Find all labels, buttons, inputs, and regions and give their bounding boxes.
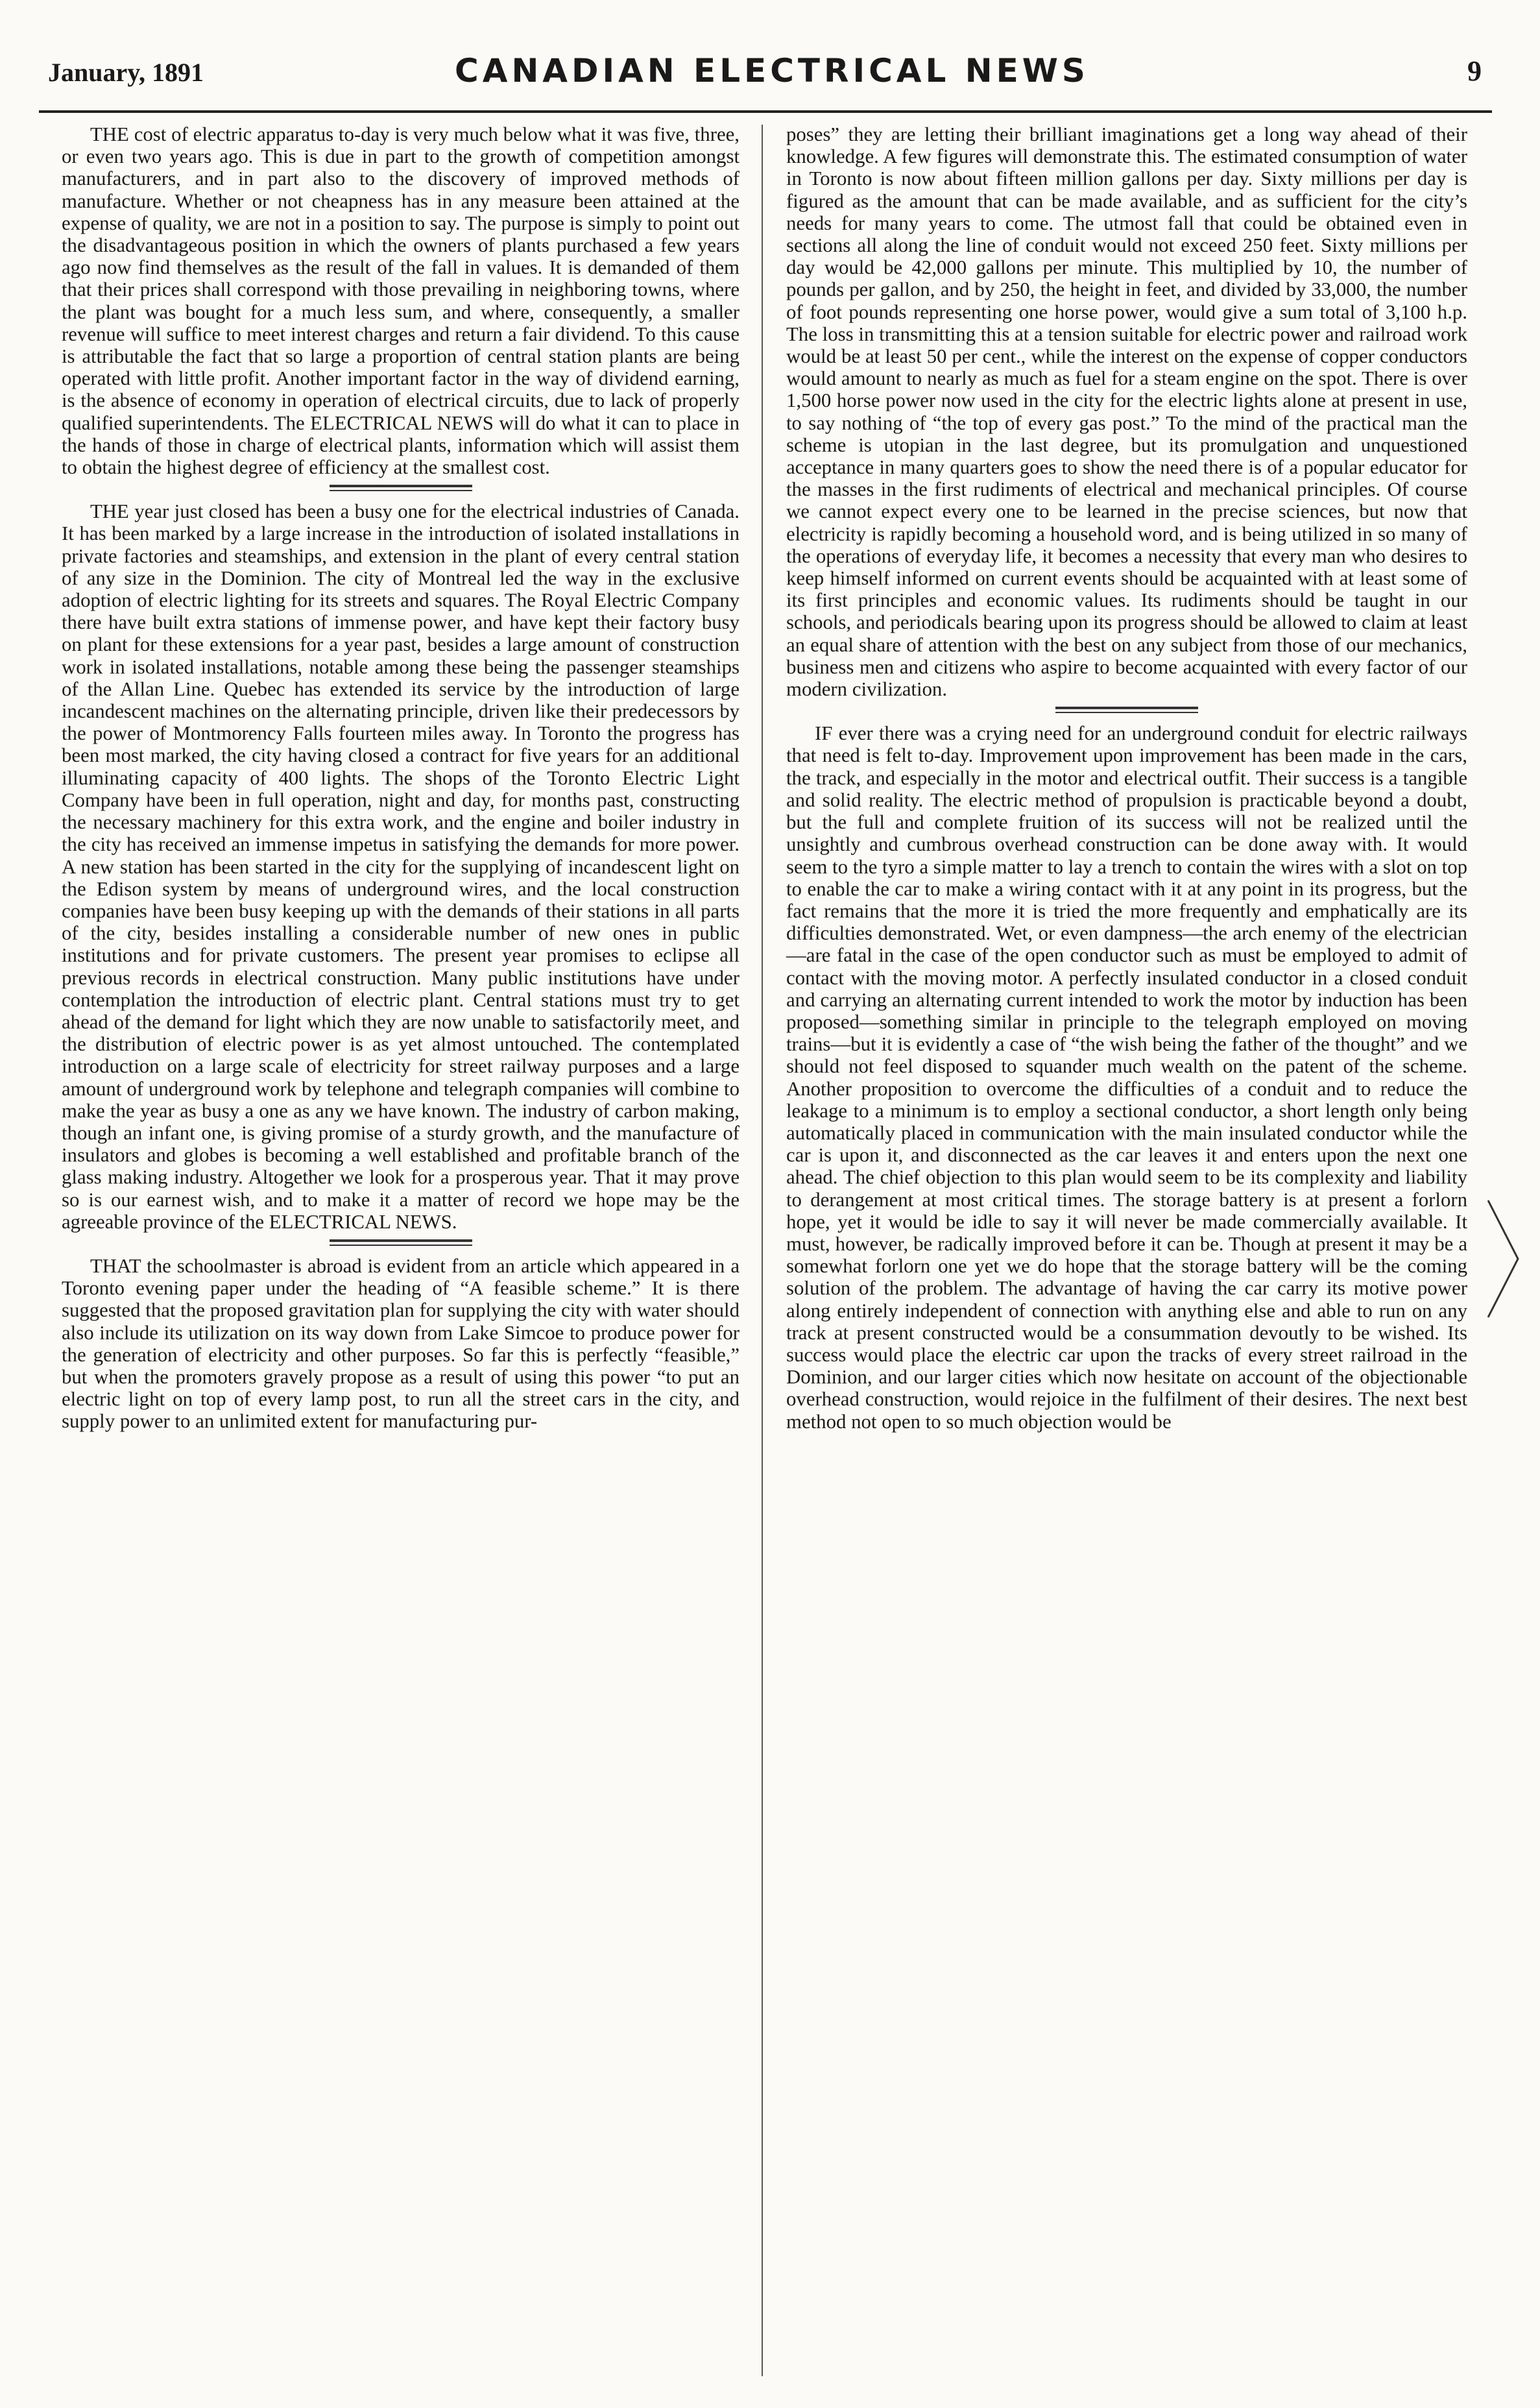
margin-bracket-mark (1486, 1194, 1524, 1324)
issue-date: January, 1891 (48, 58, 204, 87)
page-header (39, 45, 1505, 104)
header-rule (39, 110, 1492, 113)
right-column (786, 123, 1467, 1433)
article-feasible-scheme-continued (786, 123, 1467, 700)
page-number: 9 (1467, 55, 1482, 87)
article-separator (786, 700, 1467, 722)
article-underground-conduit (786, 722, 1467, 1433)
article-separator (62, 478, 740, 500)
article-separator (62, 1233, 740, 1255)
column-divider (762, 125, 763, 2376)
publication-title: CANADIAN ELECTRICAL NEWS (455, 52, 1089, 90)
article-year-review (62, 500, 740, 1233)
article-feasible-scheme (62, 1255, 740, 1433)
article-paragraph: THE cost of electric apparatus to-day is very much below what it was five, three, or even two years ago. This is due in part to the growth of competition amongst manufacturers, and in part also to the discovery of improved methods of manufacture. Whether or not cheapness has in any measure been attained at the expense of quality, we are not in a position to say. The purpose is simply to point out the disadvantageous position in which the owners of plants purchased a few years ago now find themselves as the result of the fall in values. It is demanded of them that their prices shall correspond with those prevailing in neighboring towns, where the plant was bought for a much less sum, and where, consequently, a smaller revenue will suffice to meet interest charges and return a fair dividend. To this cause is attributable the fact that so large a proportion of central station plants are being operated with little profit. Another important factor in the way of dividend earning, is the absence of economy in operation of electrical circuits, due to lack of properly qualified superintendents. The ELECTRICAL NEWS will do what it can to place in the hands of those in charge of electrical plants, information which will assist them to obtain the highest degree of efficiency at the smallest cost. (62, 123, 740, 479)
article-paragraph: poses” they are letting their brilliant imaginations get a long way ahead of their knowledge. A few figures will demonstrate this. The estimated consumption of water in Toronto is now about fifteen million gallons per day. Sixty millions per day is figured as the amount that can be made available, and as sufficient for the city’s needs for many years to come. The utmost fall that could be obtained even in sections all along the line of conduit would not exceed 250 feet. Sixty millions per day would be 42,000 gallons per minute. This multiplied by 10, the number of pounds per gallon, and by 250, the height in feet, and divided by 33,000, the number of foot pounds representing one horse power, would give a sum total of 3,100 h.p. The loss in transmitting this at a tension suitable for electric power and railroad work would be at least 50 per cent., while the interest on the expense of copper conductors would amount to nearly as much as fuel for a steam engine on the spot. There is over 1,500 horse power now used in the city for the electric lights alone at present in use, to say nothing of “the top of every gas post.” To the mind of the practical man the scheme is utopian in the last degree, but its promulgation and unquestioned acceptance in many quarters goes to show the need there is of a popular educator for the masses in the first rudiments of electrical and mechanical principles. Of course we cannot expect every one to be learned in the precise sciences, but now that electricity is rapidly becoming a household word, and is being utilized in so many of the operations of everyday life, it becomes a necessity that every man who desires to keep himself informed on current events should be acquainted with at least some of its first principles and economic values. Its rudiments should be taught in our schools, and periodicals bearing upon its progress should be allowed to claim at least an equal share of attention with the best on any subject from those of our mechanics, business men and citizens who aspire to become acquainted with every factor of our modern civilization. (786, 123, 1467, 701)
article-apparatus-cost (62, 123, 740, 478)
left-column (62, 123, 740, 1433)
article-paragraph: THAT the schoolmaster is abroad is evident from an article which appeared in a Toronto evening paper under the heading of “A feasible scheme.” It is there suggested that the proposed gravitation plan for supplying the city with water should also include its utilization on its way down from Lake Simcoe to produce power for the generation of electricity and other purposes. So far this is perfectly “feasible,” but when the promoters gravely propose as a result of using this power “to put an electric light on top of every lamp post, to run all the street cars in the city, and supply power to an unlimited extent for manufacturing pur- (62, 1254, 740, 1433)
article-paragraph: THE year just closed has been a busy one for the electrical industries of Canada. It has been marked by a large increase in the introduction of isolated installations in private factories and steamships, and extension in the plant of every central station of any size in the Dominion. The city of Montreal led the way in the exclusive adoption of electric lighting for its streets and squares. The Royal Electric Company there have built extra stations of immense power, and have kept their factory busy on plant for these extensions for a year past, besides a large amount of construction work in isolated installations, notable among these being the passenger steamships of the Allan Line. Quebec has extended its service by the introduction of large incandescent machines on the alternating principle, driven like their predecessors by the power of Montmorency Falls fourteen miles away. In Toronto the progress has been most marked, the city having closed a contract for five years for an additional illuminating capacity of 400 lights. The shops of the Toronto Electric Light Company have been in full operation, night and day, for months past, constructing the necessary machinery for this extra work, and the engine and boiler industry in the city has received an immense impetus in satisfying the demands for more power. A new station has been started in the city for the supplying of incandescent light on the Edison system by means of underground wires, and the local construction companies have been busy keeping up with the demands of their stations in all parts of the city, besides installing a considerable number of new ones in public institutions and for private customers. The present year promises to eclipse all previous records in electrical construction. Many public institutions have under contemplation the introduction of electric plant. Central stations must try to get ahead of the demand for light which they are now unable to satisfactorily meet, and the distribution of electric power is as yet almost untouched. The contemplated introduction on a large scale of electricity for street railway purposes and a large amount of underground work by telephone and telegraph companies will combine to make the year as busy a one as any we have known. The industry of carbon making, though an infant one, is giving promise of a sturdy growth, and the manufacture of insulators and globes is becoming a well established and profitable branch of the glass making industry. Altogether we look for a prosperous year. That it may prove so is our earnest wish, and to make it a matter of record we hope may be the agreeable province of the ELECTRICAL NEWS. (62, 500, 740, 1233)
article-paragraph: IF ever there was a crying need for an underground conduit for electric railways that need is felt to-day. Improvement upon improvement has been made in the cars, the track, and especially in the motor and electrical outfit. Their success is a tangible and solid reality. The electric method of propulsion is practicable beyond a doubt, but the full and complete fruition of its success will not be realized until the unsightly and cumbrous overhead construction can be done away with. It would seem to the tyro a simple matter to lay a trench to contain the wires with a slot on top to enable the car to make a wiring contact with it at any point in its progress, but the fact remains that the more it is tried the more frequently and emphatically are its difficulties demonstrated. Wet, or even dampness—the arch enemy of the electrician—are fatal in the case of the open conductor such as must be employed to admit of contact with the moving motor. A perfectly insulated conductor in a closed conduit and carrying an alternating current intended to work the motor by induction has been proposed—something similar in principle to the telegraph employed on moving trains—but it is evidently a case of “the wish being the father of the thought” and we should not feel disposed to squander much wealth on the patent of the scheme. Another proposition to overcome the difficulties of a conduit and to reduce the leakage to a minimum is to employ a sectional conductor, a short length only being automatically placed in communication with the main insulated conductor while the car is upon it, and disconnected as the car leaves it and enters upon the next one ahead. The chief objection to this plan would seem to be its complexity and liability to derangement at most critical times. The storage battery is at present a forlorn hope, yet it would be idle to say it will never be made commercially available. It must, however, be radically improved before it can be. Though at present it may be a somewhat forlorn one yet we do hope that the storage battery will be the coming solution of the problem. The advantage of having the car carry its motive power along entirely independent of connection with anything else and able to run on any track at present constructed would be a consummation devoutly to be wished. Its success would place the electric car upon the tracks of every street railroad in the Dominion, and our larger cities which now hesitate on account of the objectionable overhead construction, would rejoice in the fulfilment of their desires. The next best method not open to so much objection would be (786, 722, 1467, 1433)
